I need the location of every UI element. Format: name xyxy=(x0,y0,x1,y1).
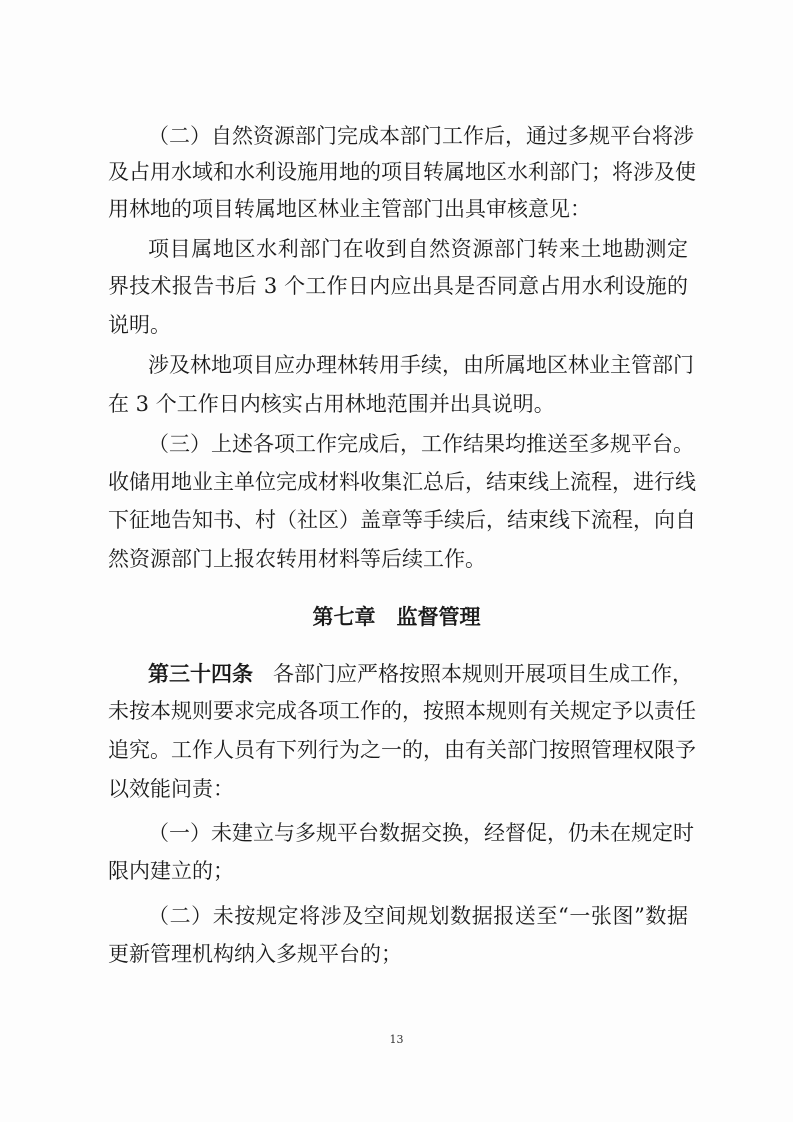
paragraph-line: 收储用地业主单位完成材料收集汇总后，结束线上流程，进行线 xyxy=(108,470,696,494)
paragraph-line: 以效能问责： xyxy=(108,777,234,801)
paragraph-line: （三）上述各项工作完成后，工作结果均推送至多规平台。 xyxy=(148,432,694,456)
paragraph-line: 下征地告知书、村（社区）盖章等手续后，结束线下流程，向自 xyxy=(108,508,696,532)
paragraph-line: 项目属地区水利部门在收到自然资源部门转来土地勘测定 xyxy=(148,237,688,261)
list-item-line: 限内建立的； xyxy=(108,859,234,883)
paragraph-line: 及占用水域和水利设施用地的项目转属地区水利部门；将涉及使 xyxy=(108,160,696,184)
paragraph-line: 未按本规则要求完成各项工作的，按照本规则有关规定予以责任 xyxy=(108,699,696,723)
paragraph-line: 追究。工作人员有下列行为之一的，由有关部门按照管理权限予 xyxy=(108,738,696,762)
chapter-heading: 第七章 监督管理 xyxy=(312,605,481,629)
article-spacer xyxy=(253,662,273,686)
paragraph-line: 说明。 xyxy=(108,313,171,337)
paragraph-line: 然资源部门上报农转用材料等后续工作。 xyxy=(108,547,486,571)
list-item-line: 更新管理机构纳入多规平台的； xyxy=(108,942,402,966)
page-number: 13 xyxy=(389,1033,404,1046)
paragraph-line: 涉及林地项目应办理林转用手续，由所属地区林业主管部门 xyxy=(148,353,694,377)
article-first-line-text: 各部门应严格按照本规则开展项目生成工作， xyxy=(273,662,694,686)
list-item-line: （二）未按规定将涉及空间规划数据报送至“一张图”数据 xyxy=(148,904,688,928)
paragraph-line: （二）自然资源部门完成本部门工作后，通过多规平台将涉 xyxy=(148,124,694,148)
paragraph-line: 用林地的项目转属地区林业主管部门出具审核意见： xyxy=(108,197,591,221)
paragraph-line: 界技术报告书后 3 个工作日内应出具是否同意占用水利设施的 xyxy=(108,274,688,298)
article-label: 第三十四条 xyxy=(148,662,253,686)
paragraph-line: 在 3 个工作日内核实占用林地范围并出具说明。 xyxy=(108,392,555,416)
article-first-line xyxy=(148,660,694,688)
list-item-line: （一）未建立与多规平台数据交换，经督促，仍未在规定时 xyxy=(148,821,694,845)
